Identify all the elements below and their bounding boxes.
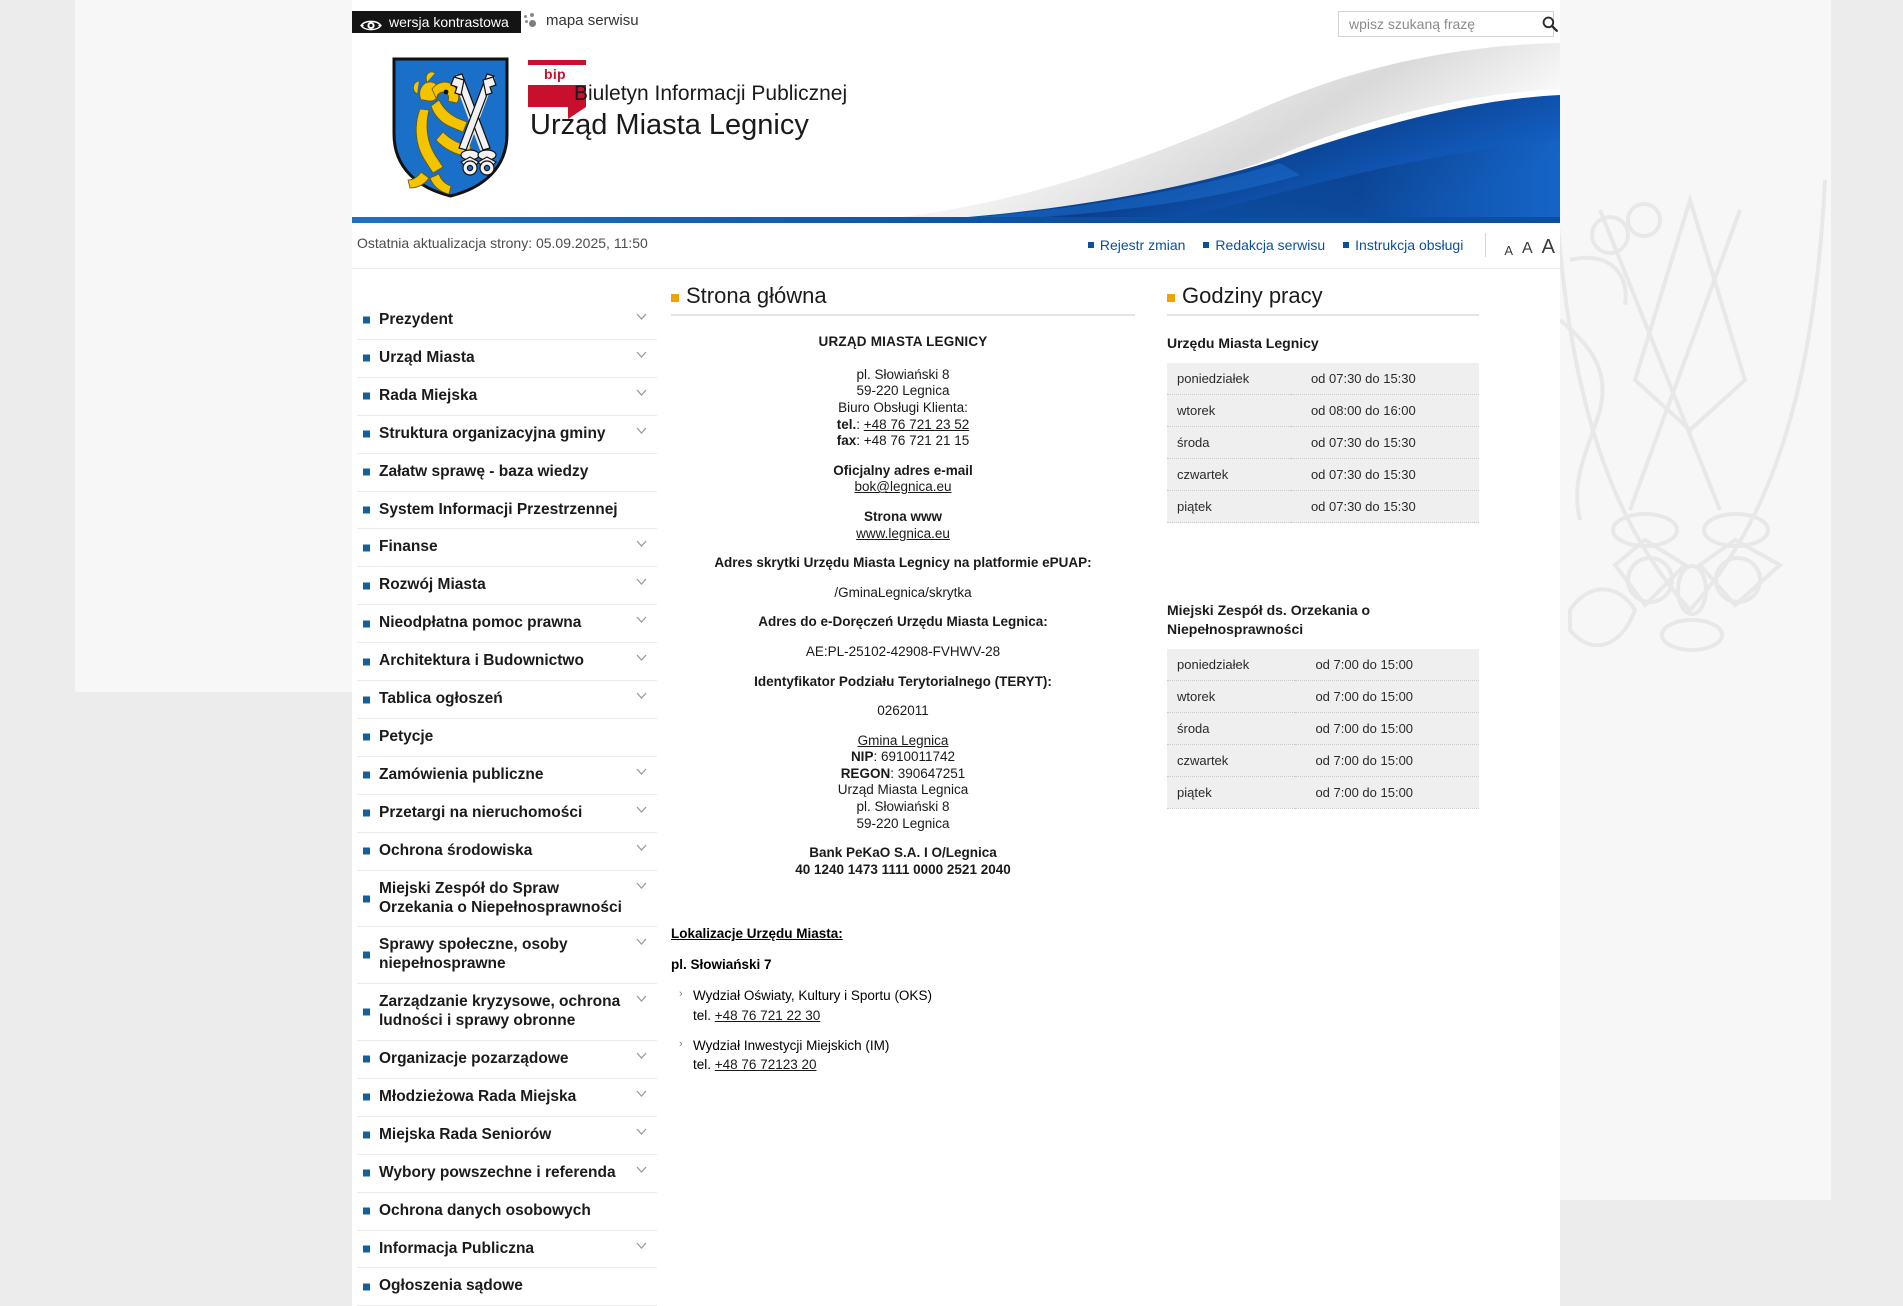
chevron-right-icon: › [679,1037,683,1050]
info-bar [352,223,1560,269]
nip-value: 6910011742 [880,749,956,765]
search-submit-button[interactable] [1536,12,1564,36]
email-link[interactable]: bok@legnica.eu [854,479,952,495]
bullet-square-icon [363,355,370,362]
sidebar-item-20[interactable] [357,1117,657,1155]
hours-row [1167,744,1479,776]
bullet-square-icon [363,696,370,703]
www-heading: Strona www [863,508,942,524]
font-size-small-button[interactable]: A [1504,243,1513,258]
fax-row: fax: +48 76 721 21 15 [836,433,970,449]
sidebar-item-8[interactable] [357,605,657,643]
chevron-down-icon[interactable] [636,806,647,813]
bullet-square-icon [363,772,370,779]
department-phone-link[interactable]: +48 76 72123 20 [714,1057,817,1073]
hours-day: piątek [1167,491,1291,523]
hours-day: czwartek [1167,459,1291,491]
sidebar-item-2[interactable] [357,378,657,416]
link-instrukcja-obslugi[interactable] [1343,237,1463,253]
hours-row [1167,427,1479,459]
bullet-square-icon [363,658,370,665]
sidebar-item-label: Miejski Zespół do Spraw Orzekania o Niepełnosprawności [379,879,622,916]
hours-day: środa [1167,712,1295,744]
department-tel-label: tel. [693,1057,715,1073]
tel-label: tel. [836,416,857,432]
link-rejestr-zmian-label: Rejestr zmian [1099,237,1186,253]
telephone-row: tel.: +48 76 721 23 52 [836,416,970,432]
eye-icon [360,16,382,29]
last-update-text: Ostatnia aktualizacja strony: 05.09.2025, 11:50 [357,235,648,251]
bullet-square-icon [363,895,370,902]
info-links [1070,233,1555,257]
tel-link[interactable]: +48 76 721 23 52 [863,416,970,432]
hours-row [1167,680,1479,712]
sitemap-icon [524,13,538,29]
main-navigation [357,284,657,1306]
sidebar-item-label: Ochrona środowiska [379,841,533,859]
utility-topbar [352,0,1560,43]
sidebar-item-24[interactable] [357,1268,657,1306]
hours-value: od 07:30 do 15:30 [1291,427,1479,459]
bullet-square-icon [363,1208,370,1215]
departments-list [671,986,1135,1074]
sidebar-item-label: System Informacji Przestrzennej [379,500,618,518]
hours-value: od 7:00 do 15:00 [1295,649,1479,681]
page-title: Strona główna [686,283,827,308]
gmina-legnica-link[interactable]: Gmina Legnica [857,732,949,748]
sidebar-item-label: Miejska Rada Seniorów [379,1125,552,1143]
site-banner [352,43,1560,223]
hours-row [1167,363,1479,395]
chevron-down-icon[interactable] [636,578,647,585]
sidebar-item-label: Rozwój Miasta [379,576,486,594]
search-input[interactable] [1339,12,1536,36]
bullet-square-icon [363,1132,370,1139]
chevron-down-icon[interactable] [636,768,647,775]
chevron-down-icon[interactable] [636,1090,647,1097]
sidebar-item-3[interactable] [357,416,657,454]
section-marker-icon [671,294,679,302]
chevron-down-icon[interactable] [636,1052,647,1059]
main-section-header [671,284,1135,316]
sidebar-item-label: Finanse [379,538,438,556]
link-instrukcja-obslugi-label: Instrukcja obsługi [1355,237,1464,253]
bok-label: Biuro Obsługi Klienta: [838,399,968,415]
entity-line-1: Urząd Miasta Legnica [837,782,969,798]
hours-day: środa [1167,427,1291,459]
font-size-large-button[interactable]: A [1541,236,1555,258]
chevron-down-icon[interactable] [636,995,647,1002]
link-redakcja-serwisu[interactable] [1203,237,1325,253]
sidebar-item-12[interactable] [357,757,657,795]
hours-table [1167,649,1479,809]
sidebar-item-label: Urząd Miasta [379,348,475,366]
bullet-square-icon [1203,242,1209,248]
hours-row [1167,712,1479,744]
department-item [679,986,1135,1025]
email-heading: Oficjalny adres e-mail [833,462,973,478]
hours-day: piątek [1167,776,1295,808]
sidebar-item-label: Ogłoszenia sądowe [379,1277,523,1295]
regon-value: 390647251 [897,765,966,781]
bullet-square-icon [363,848,370,855]
bullet-square-icon [363,393,370,400]
office-name: URZĄD MIASTA LEGNICY [818,334,988,350]
page-container [352,0,1560,1306]
sidebar-item-label: Młodzieżowa Rada Miejska [379,1087,577,1105]
bullet-square-icon [363,582,370,589]
sidebar-item-9[interactable] [357,643,657,681]
bullet-square-icon [363,1246,370,1253]
sidebar-item-14[interactable] [357,833,657,871]
address-line-2: 59-220 Legnica [856,383,950,399]
sidebar-item-17[interactable] [357,984,657,1041]
sidebar-item-4[interactable] [357,454,657,492]
chevron-down-icon[interactable] [636,389,647,396]
bullet-square-icon [1343,242,1349,248]
site-title: Urząd Miasta Legnicy [530,109,809,141]
hours-value: od 07:30 do 15:30 [1291,363,1479,395]
chevron-down-icon[interactable] [636,427,647,434]
bullet-square-icon [363,1283,370,1290]
sidebar-item-label: Sprawy społeczne, osoby niepełnosprawne [379,936,568,973]
sidebar-item-1[interactable] [357,340,657,378]
chevron-down-icon[interactable] [636,1242,647,1249]
hours-value: od 07:30 do 15:30 [1291,459,1479,491]
hours-title: Godziny pracy [1182,283,1323,308]
font-size-medium-button[interactable]: A [1521,240,1533,257]
hours-section-header [1167,284,1479,316]
sidebar-item-7[interactable] [357,567,657,605]
website-link[interactable]: www.legnica.eu [856,525,950,541]
hours-day: wtorek [1167,395,1291,427]
content-columns [352,269,1560,1306]
hours-row [1167,395,1479,427]
sidebar-item-label: Architektura i Budownictwo [379,652,584,670]
chevron-down-icon[interactable] [636,844,647,851]
link-rejestr-zmian[interactable] [1088,237,1186,253]
bullet-square-icon [363,620,370,627]
chevron-down-icon[interactable] [636,1166,647,1173]
locations-heading: Lokalizacje Urzędu Miasta: [671,926,843,942]
regon-label: REGON [840,765,891,781]
sidebar-item-6[interactable] [357,529,657,567]
chevron-down-icon[interactable] [636,882,647,889]
bank-name: Bank PeKaO S.A. I O/Legnica [809,845,997,861]
bullet-square-icon [363,734,370,741]
hours-value: od 7:00 do 15:00 [1295,744,1479,776]
department-tel-label: tel. [693,1008,715,1023]
office-info-block: URZĄD MIASTA LEGNICY pl. Słowiański 8 59-220 Legnica Biuro Obsługi Klienta: tel.: +48 76 721 23 52 fax: +48 76 721 21 15 Oficjalny adres e-mail bok@legnica.eu Strona www www.legnica.eu Adres skrytki Urzędu Miasta Legnicy na platformie ePUAP: /GminaLegnica/skrytka Adres do e-Doręczeń Urzędu Miasta Legnica: AE:PL-25102-42908-FVHWV-28 Identyfikator Podziału Terytorialnego (TERYT): 0262011 Gmina Legnica NIP: 6910011742 REGON: 390647251 Urząd Miasta Legnica pl. Słowiański 8 59-220 Legnica Bank PeKaO S.A. I O/Legnica 40 1240 1473 1111 0000 2521 2040 [671,334,1135,878]
sidebar-item-label: Struktura organizacyjna gminy [379,424,606,442]
sidebar-item-label: Prezydent [379,311,454,328]
epuap-heading: Adres skrytki Urzędu Miasta Legnicy na platformie ePUAP: [714,555,1092,571]
chevron-down-icon[interactable] [636,692,647,699]
hours-day: wtorek [1167,680,1295,712]
sidebar-item-label: Organizacje pozarządowe [379,1050,569,1068]
flag-graphic [860,43,1560,223]
sidebar-item-label: Nieodpłatna pomoc prawna [379,614,582,632]
bip-title: Biuletyn Informacji Publicznej [574,82,848,105]
sidebar-item-22[interactable] [357,1193,657,1231]
sitemap-link[interactable] [524,12,639,29]
chevron-down-icon[interactable] [636,616,647,623]
sidebar-item-label: Informacja Publiczna [379,1239,535,1257]
chevron-down-icon[interactable] [636,938,647,945]
teryt-heading: Identyfikator Podziału Terytorialnego (TERYT): [754,673,1052,689]
chevron-down-icon[interactable] [636,540,647,547]
main-content [657,284,1149,1085]
hours-value: od 08:00 do 16:00 [1291,395,1479,427]
font-size-controls [1485,233,1555,257]
sidebar-item-10[interactable] [357,681,657,719]
sidebar-item-label: Przetargi na nieruchomości [379,803,583,821]
sidebar-item-13[interactable] [357,795,657,833]
bullet-square-icon [363,1056,370,1063]
city-coat-of-arms [391,56,510,199]
bank-account: 40 1240 1473 1111 0000 2521 2040 [795,861,1011,877]
hours-value: od 7:00 do 15:00 [1295,712,1479,744]
entity-line-2: pl. Słowiański 8 [856,799,950,815]
sidebar-item-label: Ochrona danych osobowych [379,1201,591,1219]
sidebar-item-18[interactable] [357,1041,657,1079]
sidebar-item-label: Zarządzanie kryzysowe, ochrona ludności i sprawy obronne [379,993,621,1030]
working-hours-sidebar [1149,284,1479,809]
chevron-down-icon[interactable] [636,1128,647,1135]
location-address: pl. Słowiański 7 [671,957,772,973]
chevron-down-icon[interactable] [636,313,647,320]
edoreczenia-heading: Adres do e-Doręczeń Urzędu Miasta Legnica: [758,614,1048,630]
bullet-square-icon [363,317,370,324]
sidebar-item-label: Tablica ogłoszeń [379,690,503,708]
search-icon [1542,16,1558,32]
entity-line-3: 59-220 Legnica [856,815,950,831]
fax-value: +48 76 721 21 15 [863,433,970,449]
bullet-square-icon [363,431,370,438]
chevron-down-icon[interactable] [636,654,647,661]
hours-day: poniedziałek [1167,649,1295,681]
hours-value: od 07:30 do 15:30 [1291,491,1479,523]
department-phone-link[interactable]: +48 76 721 22 30 [714,1008,821,1023]
sidebar-item-0[interactable] [357,302,657,340]
hours-value: od 7:00 do 15:00 [1295,680,1479,712]
bullet-square-icon [363,506,370,513]
contrast-version-button[interactable] [352,11,521,33]
sidebar-item-23[interactable] [357,1231,657,1269]
bullet-square-icon [363,1094,370,1101]
bullet-square-icon [363,1170,370,1177]
address-line-1: pl. Słowiański 8 [856,366,950,382]
department-name: Wydział Inwestycji Miejskich (IM) [693,1037,890,1053]
hours-block-spacer [1167,523,1479,601]
bip-mark-text: bip [544,66,566,82]
sidebar-item-5[interactable] [357,492,657,530]
section-marker-icon [1167,294,1175,302]
contrast-version-label: wersja kontrastowa [389,14,509,30]
hours-block-title: Miejski Zespół ds. Orzekania o Niepełnosprawności [1167,602,1371,637]
teryt-value: 0262011 [877,703,929,719]
hours-block-title: Urzędu Miasta Legnicy [1167,335,1319,352]
fax-label: fax [836,433,857,449]
hours-row [1167,649,1479,681]
hours-blocks [1167,334,1479,809]
nip-label: NIP [850,749,874,765]
bullet-square-icon [363,1009,370,1016]
sidebar-item-15[interactable] [357,871,657,928]
hours-table [1167,363,1479,523]
hours-row [1167,459,1479,491]
bullet-square-icon [363,544,370,551]
hours-day: czwartek [1167,744,1295,776]
search-box[interactable] [1338,11,1554,37]
sidebar-item-11[interactable] [357,719,657,757]
page-backdrop-band-lower [1560,692,1831,1200]
chevron-right-icon: › [679,988,683,1001]
bullet-square-icon [1088,242,1094,248]
sidebar-item-label: Zamówienia publiczne [379,765,544,783]
sidebar-item-label: Rada Miejska [379,386,478,404]
sidebar-item-19[interactable] [357,1079,657,1117]
hours-row [1167,491,1479,523]
department-item [679,1036,1135,1075]
sidebar-item-16[interactable] [357,927,657,984]
bullet-square-icon [363,469,370,476]
edoreczenia-value: AE:PL-25102-42908-FVHWV-28 [805,643,1001,659]
epuap-value: /GminaLegnica/skrytka [834,584,972,600]
sitemap-label: mapa serwisu [546,12,639,29]
sidebar-item-label: Petycje [379,727,434,745]
department-name: Wydział Oświaty, Kultury i Sportu (OKS) [693,988,932,1004]
sidebar-item-label: Załatw sprawę - baza wiedzy [379,462,589,480]
link-redakcja-serwisu-label: Redakcja serwisu [1215,237,1326,253]
sidebar-item-label: Wybory powszechne i referenda [379,1163,616,1181]
sidebar-item-21[interactable] [357,1155,657,1193]
hours-value: od 7:00 do 15:00 [1295,776,1479,808]
hours-row [1167,776,1479,808]
locations-block [671,926,1135,1074]
bullet-square-icon [363,952,370,959]
bullet-square-icon [363,810,370,817]
hours-day: poniedziałek [1167,363,1291,395]
chevron-down-icon[interactable] [636,351,647,358]
